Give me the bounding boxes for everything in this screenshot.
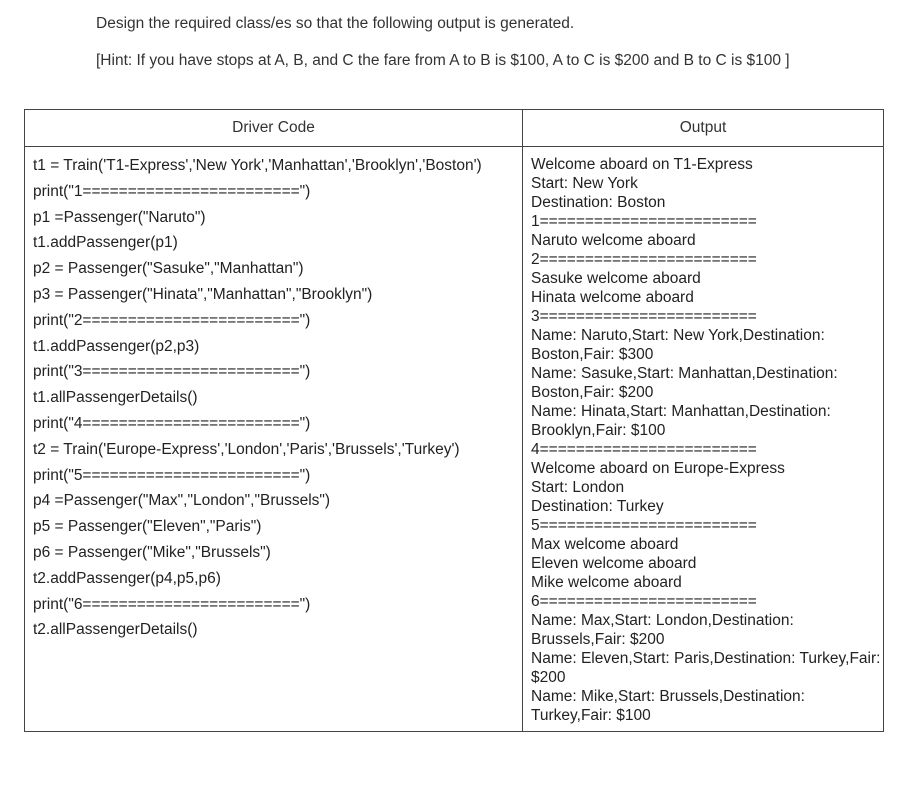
driver-code-line: print("2========================") [33,311,311,329]
output-line: Destination: Turkey [531,498,664,515]
driver-code-line: p5 = Passenger("Eleven","Paris") [33,518,262,536]
driver-code-line: t1 = Train('T1-Express','New York','Manhattan','Brooklyn','Boston') [33,157,482,174]
driver-code-line: t1.addPassenger(p2,p3) [33,337,200,355]
driver-code-line: t1.allPassengerDetails() [33,389,198,407]
driver-code-line: print("3========================") [33,363,311,381]
driver-code-line: print("1========================") [33,182,311,200]
output-line: Name: Sasuke,Start: Manhattan,Destination: Boston,Fair: $200 [531,365,838,401]
output-line: Destination: Boston [531,194,666,211]
output-line: 5======================== [531,517,757,534]
output-line: Name: Naruto,Start: New York,Destination: Boston,Fair: $300 [531,327,825,363]
driver-code-line: t2 = Train('Europe-Express','London','Paris','Brussels','Turkey') [33,440,460,458]
output-line: 1======================== [531,213,757,230]
instruction-text: Design the required class/es so that the following output is generated. [96,15,575,32]
output-line: Eleven welcome aboard [531,555,697,572]
output-list [523,147,883,731]
driver-code-header: Driver Code [25,110,523,147]
driver-output-table [24,109,884,732]
output-line: Max welcome aboard [531,536,679,553]
output-header: Output [523,110,884,147]
output-line: 3======================== [531,308,757,325]
output-line: 4======================== [531,441,757,458]
driver-code-line: print("5========================") [33,466,311,484]
hint-text: [Hint: If you have stops at A, B, and C the fare from A to B is $100, A to C is $200 and B to C is $100 ] [96,52,790,69]
output-line: Welcome aboard on Europe-Express [531,460,785,477]
driver-code-line: t1.addPassenger(p1) [33,234,178,252]
output-line: 2======================== [531,251,757,268]
driver-code-line: t2.addPassenger(p4,p5,p6) [33,569,221,587]
output-line: Sasuke welcome aboard [531,270,701,287]
table-body-row [25,147,884,732]
driver-code-line: p4 =Passenger("Max","London","Brussels") [33,492,331,510]
output-line: Mike welcome aboard [531,574,682,591]
intro-section [96,14,816,70]
output-cell [523,147,884,732]
output-line: Name: Max,Start: London,Destination: Brussels,Fair: $200 [531,612,794,648]
driver-code-line: p3 = Passenger("Hinata","Manhattan","Brooklyn") [33,285,373,303]
output-line: Name: Mike,Start: Brussels,Destination: Turkey,Fair: $100 [531,688,805,724]
table-header-row [25,110,884,147]
output-line: Naruto welcome aboard [531,232,696,249]
driver-code-cell [25,147,523,732]
driver-code-line: t2.allPassengerDetails() [33,621,198,639]
driver-code-line: p1 =Passenger("Naruto") [33,208,206,226]
driver-code-line: p6 = Passenger("Mike","Brussels") [33,543,271,561]
driver-code-line: p2 = Passenger("Sasuke","Manhattan") [33,260,304,278]
driver-code-list [25,147,522,643]
output-line: 6======================== [531,593,757,610]
output-line: Start: New York [531,175,638,192]
driver-code-line: print("6========================") [33,595,311,613]
output-line: Welcome aboard on T1-Express [531,156,753,173]
output-line: Name: Hinata,Start: Manhattan,Destination: Brooklyn,Fair: $100 [531,403,831,439]
output-line: Name: Eleven,Start: Paris,Destination: Turkey,Fair: $200 [531,650,881,686]
output-line: Hinata welcome aboard [531,289,694,306]
driver-code-line: print("4========================") [33,414,311,432]
output-line: Start: London [531,479,625,496]
